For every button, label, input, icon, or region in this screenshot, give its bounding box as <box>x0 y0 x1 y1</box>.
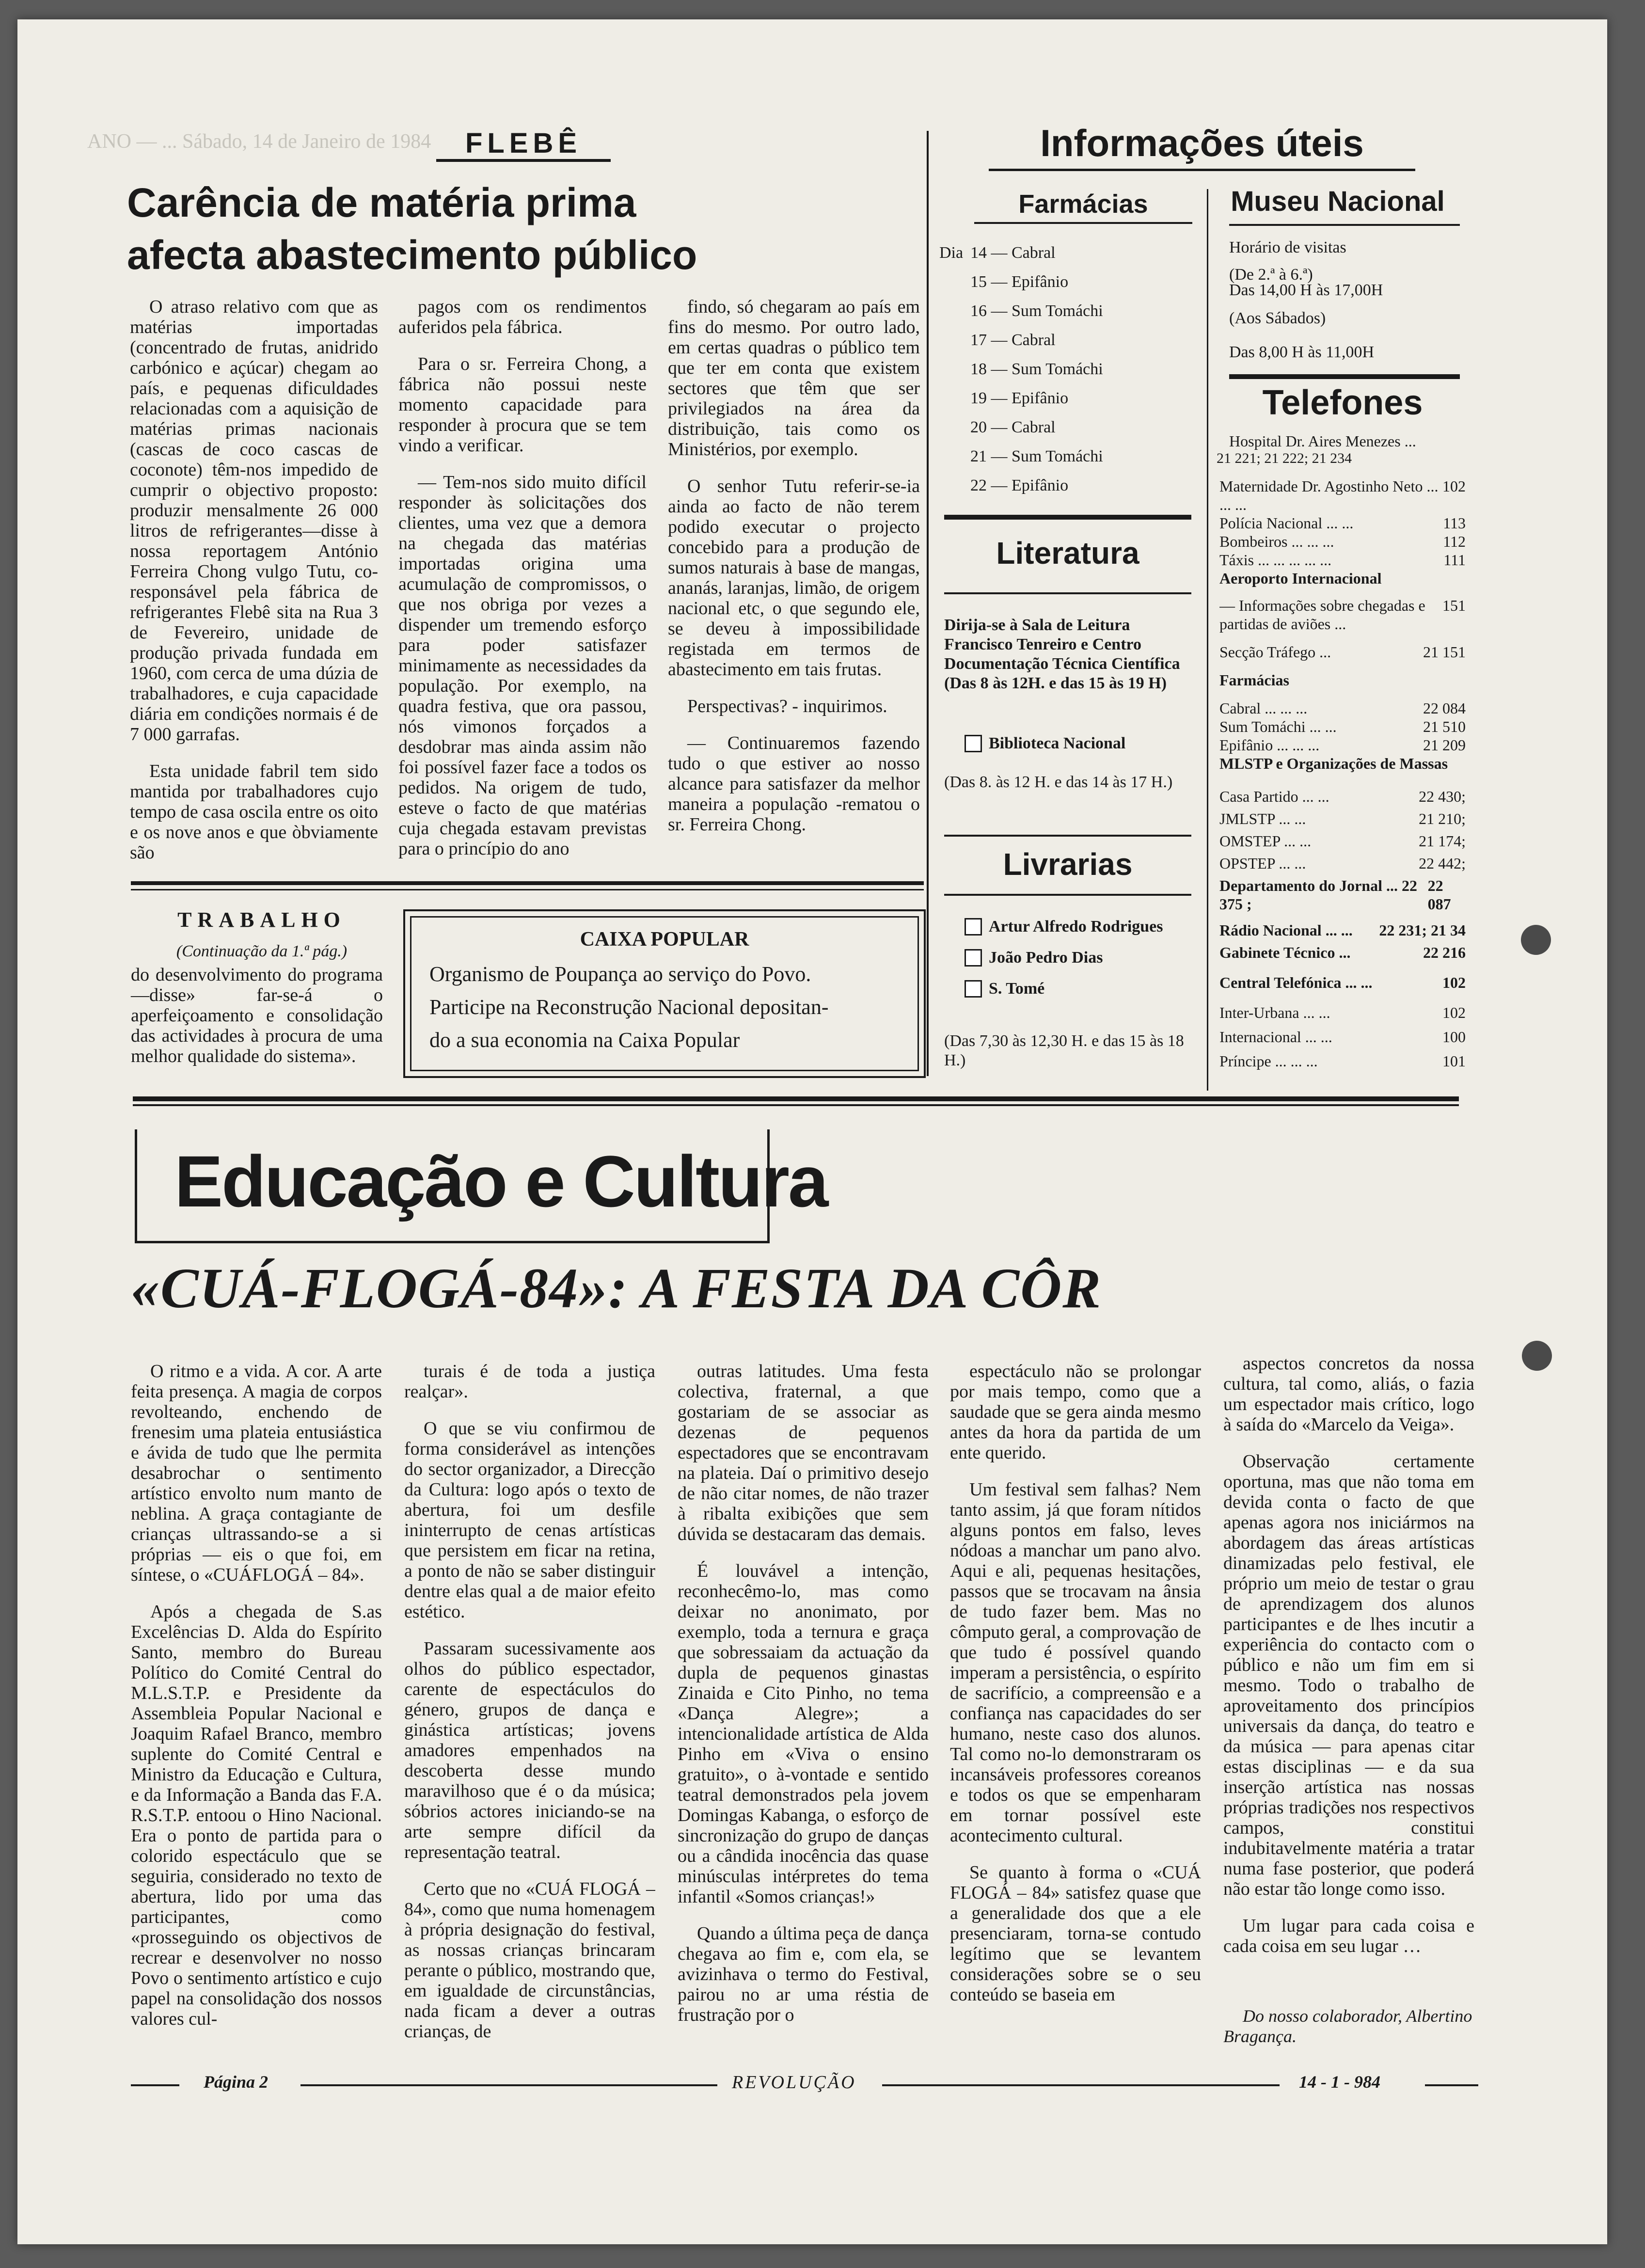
phone-name: Aeroporto Internacional <box>1219 570 1382 587</box>
section-title: Educação e Cultura <box>174 1141 827 1222</box>
caixa-popular-ad <box>403 909 926 1078</box>
phone-row <box>1219 1028 1466 1046</box>
farmacias-dia-label: Dia <box>939 244 964 262</box>
flebe-column-1 <box>130 297 378 866</box>
paragraph: Quando a última peça de dança chegava ao fim e, com ela, se avizinhava o termo do Festival, pairou no ar uma réstia de frustração por o <box>678 1923 929 2025</box>
flebe-kicker: FLEBÊ <box>465 127 582 159</box>
phone-number: 22 430; <box>1419 788 1466 805</box>
phone-number: 102 <box>1442 477 1466 495</box>
festa-column-5 <box>1223 1353 1474 2032</box>
phone-row <box>1219 854 1466 872</box>
farmacia-item: 19 — Epifânio <box>970 389 1069 407</box>
livraria-item <box>965 942 1163 973</box>
literatura-rule <box>944 592 1191 594</box>
phone-row <box>1219 551 1466 569</box>
museu-title: Museu Nacional <box>1231 186 1445 217</box>
phone-row <box>1219 569 1466 587</box>
livrarias-rule <box>944 894 1191 896</box>
page-rule <box>133 1096 1459 1101</box>
info-title: Informações úteis <box>1040 122 1364 164</box>
phone-row <box>1219 1052 1466 1070</box>
farmacia-item: 15 — Epifânio <box>970 273 1069 291</box>
phone-row <box>1219 921 1466 939</box>
punch-hole-bottom <box>1522 1341 1552 1371</box>
phone-name: Internacional ... ... <box>1219 1028 1332 1046</box>
phone-name: Polícia Nacional ... ... <box>1219 514 1354 532</box>
farmacia-item: 17 — Cabral <box>970 331 1056 349</box>
museu-line: Horário de visitas <box>1229 238 1346 256</box>
phone-row <box>1219 477 1466 514</box>
farmacia-item: 16 — Sum Tomáchi <box>970 302 1103 320</box>
page-rule-thin <box>133 1104 1459 1106</box>
biblioteca-hours: (Das 8. às 12 H. e das 14 às 17 H.) <box>944 773 1173 791</box>
phone-number: 21 210; <box>1419 810 1466 827</box>
festa-column-3 <box>678 1361 929 2074</box>
paragraph: espectáculo não se prolongar por mais tempo, como que a saudade que se gera ainda mesmo antes da hora da partida de um ente querido. <box>950 1361 1201 1463</box>
phone-row <box>1219 832 1466 850</box>
telefones-list <box>1219 477 1466 1073</box>
trabalho-title: TRABALHO <box>177 908 346 932</box>
paragraph: Após a chegada de S.as Excelências D. Alda do Espírito Santo, membro do Bureau Político do Comité Central do M.L.S.T.P. e Presidente da Assembleia Popular Nacional e Joaquim Rafael Branco, membro suplente do Comité Central e Ministro da Educação e Cultura, e da Informação a Banda das F.A. R.S.T.P. entoou o Hino Nacional. Era o ponto de partida para o colorido espectáculo que se seguiria, considerado no texto de abertura, lido por uma das participantes, como «prosseguindo os objectivos de recrear e desenvolver no nosso Povo o sentimento artístico e cujo papel na consolidação dos nossos valores cul- <box>131 1602 382 2029</box>
biblioteca-label: Biblioteca Nacional <box>989 734 1126 752</box>
phone-row <box>1219 943 1466 962</box>
paragraph: Perspectivas? - inquirimos. <box>687 696 887 716</box>
caixa-line-3: do a sua economia na Caixa Popular <box>429 1028 740 1052</box>
farmacias-title: Farmácias <box>1018 190 1148 219</box>
footer-rule <box>1425 2084 1478 2086</box>
issue-date: 14 - 1 - 984 <box>1299 2072 1380 2092</box>
phone-number: 21 174; <box>1419 832 1466 850</box>
phone-number: 102 <box>1442 974 1466 991</box>
checkbox-icon <box>965 949 982 967</box>
livrarias-title: Livrarias <box>1003 847 1133 882</box>
telefones-hospital-numbers: 21 221; 21 222; 21 234 <box>1217 450 1352 466</box>
footer-rule <box>301 2084 717 2086</box>
paragraph: findo, só chegaram ao país em fins do mesmo. Por outro lado, em certas quadras o público tem que ter em conta que existem sectores que têm que ser privilegiados na área da distribuição, tais como os Ministérios, por exemplo. <box>668 297 920 460</box>
page-number: Página 2 <box>204 2072 269 2092</box>
column-divider <box>927 131 929 1076</box>
checkbox-icon <box>965 735 982 752</box>
phone-number: 101 <box>1442 1052 1466 1070</box>
phone-name: Maternidade Dr. Agostinho Neto ... ... ... <box>1219 477 1439 513</box>
festa-column-1 <box>131 1361 382 2074</box>
phone-name: Casa Partido ... ... <box>1219 788 1329 805</box>
livrarias-rule-top <box>944 835 1191 837</box>
phone-name: Cabral ... ... ... <box>1219 699 1308 717</box>
paragraph: Um lugar para cada coisa e cada coisa em seu lugar … <box>1223 1916 1474 1956</box>
paragraph: aspectos concretos da nossa cultura, tal como, aliás, o fazia um espectador mais crítico, logo à saída do «Marcelo da Veiga». <box>1223 1353 1474 1435</box>
phone-name: Departamento do Jornal ... 22 375 ; <box>1219 877 1417 913</box>
phone-name: Príncipe ... ... ... <box>1219 1052 1318 1070</box>
phone-row <box>1219 532 1466 551</box>
farmacia-item: 20 — Cabral <box>970 418 1056 436</box>
info-divider <box>1207 189 1208 1091</box>
paragraph: É louvável a intenção, reconhecêmo-lo, mas como deixar no anonimato, por exemplo, toda a ternura e graça que sobressaiam da actuação da dupla de pequenos ginastas Zinaida e Cito Pinho, no tema «Dança Alegre»; a intencionalidade artística de Alda Pinho em «Viva o ensino gratuito», o à-vontade e sentido teatral demonstrados pela jovem Domingas Kabanga, o esforço de sincronização do grupo de danças ou a cândida inocência das quase minúsculas intérpretes do tema infantil «Somos crianças!» <box>678 1561 929 1907</box>
paper-name: REVOLUÇÃO <box>732 2072 856 2093</box>
telefones-hospital: Hospital Dr. Aires Menezes ... <box>1229 432 1416 450</box>
footer-rule <box>131 2084 179 2086</box>
paragraph: turais é de toda a justiça realçar». <box>404 1361 655 1402</box>
farmacia-item: 14 — Cabral <box>970 244 1056 262</box>
farmacias-list <box>970 238 1103 500</box>
biblioteca-item <box>965 728 1125 759</box>
livraria-label: Artur Alfredo Rodrigues <box>989 918 1163 936</box>
phone-name: Rádio Nacional ... ... <box>1219 921 1353 939</box>
caixa-title: CAIXA POPULAR <box>580 928 749 951</box>
museu-line: Das 14,00 H às 17,00H <box>1229 281 1383 299</box>
phone-number: 102 <box>1442 1004 1466 1021</box>
phone-row <box>1219 717 1466 736</box>
livrarias-hours: (Das 7,30 às 12,30 H. e das 15 às 18 H.) <box>944 1032 1184 1069</box>
livraria-item <box>965 911 1163 942</box>
paragraph: O ritmo e a vida. A cor. A arte feita presença. A magia de corpos revolteando, enchendo de frenesim uma plateia entusiástica e ávida de tudo que lhe permita desabrochar o sentimento artístico envolto num manto de neblina. A graça contagiante de crianças ultrassando-se a si próprias — eis o que foi, em síntese, o «CUÁFLOGÁ – 84». <box>131 1361 382 1585</box>
footer-rule <box>882 2084 1280 2086</box>
caixa-line-2: Participe na Reconstrução Nacional depositan- <box>429 995 829 1019</box>
paragraph: O que se viu confirmou de forma considerável as intenções do sector organizador, a Direcção da Cultura: logo após o texto de abertura, foi um desfile ininterrupto de cenas artísticas que persistem em ficar na retina, a ponto de não se saber distinguir dentre elas qual a de maior efeito estético. <box>404 1418 655 1622</box>
phone-number: 113 <box>1443 514 1466 532</box>
paragraph: Para o sr. Ferreira Chong, a fábrica não possui neste momento capacidade para responder à procura que se tem vindo a verificar. <box>398 354 647 456</box>
paragraph: Esta unidade fabril tem sido mantida por trabalhadores cujo tempo de casa oscila entre os oito e os nove anos e que òbviamente são <box>130 761 378 863</box>
punch-hole-top <box>1521 925 1551 955</box>
phone-number: 100 <box>1442 1028 1466 1046</box>
paragraph: outras latitudes. Uma festa colectiva, fraternal, a que gostariam de se associar as dezenas de pequenos espectadores que se encontravam na plateia. Daí o primitivo desejo de não citar nomes, de não trazer à ribalta exibições que sem dúvida se destacaram das demais. <box>678 1361 929 1544</box>
farmacia-item: 22 — Epifânio <box>970 476 1069 494</box>
flebe-headline-1: Carência de matéria prima <box>127 180 636 225</box>
caixa-line-1: Organismo de Poupança ao serviço do Povo. <box>429 962 811 986</box>
livrarias-list <box>965 911 1163 1004</box>
paragraph: — Continuaremos fazendo tudo o que estiver ao nosso alcance para satisfazer da melhor maneira a população -rematou o sr. Ferreira Chong. <box>668 733 920 835</box>
festa-column-4 <box>950 1361 1201 2074</box>
phone-name: Táxis ... ... ... ... ... <box>1219 551 1332 569</box>
phone-row <box>1219 787 1466 806</box>
phone-number: 112 <box>1443 533 1466 550</box>
paragraph: — Tem-nos sido muito difícil responder às solicitações dos clientes, uma vez que a demora na chegada das matérias importadas origina uma acumulação de compromissos, o que nos obriga por vezes a dispender um tremendo esforço para poder satisfazer minimamente as necessidades da população. Por exemplo, na quadra festiva, que ora passou, nós vimonos forçados a desdobrar mas ainda assim não foi possível fazer face a todos os pedidos. Na origem de tudo, esteve o facto de que matérias cuja chegada estavam previstas para o princípio do ano <box>398 472 647 859</box>
phone-row <box>1219 973 1466 992</box>
phone-number: 22 442; <box>1419 855 1466 872</box>
phone-name: JMLSTP ... ... <box>1219 810 1306 827</box>
section-rule-thin <box>131 889 924 890</box>
flebe-headline-2: afecta abastecimento público <box>127 232 697 278</box>
museu-line: (Aos Sábados) <box>1229 309 1326 327</box>
phone-row <box>1219 643 1466 661</box>
phone-name: OMSTEP ... ... <box>1219 832 1312 850</box>
phone-name: Inter-Urbana ... ... <box>1219 1004 1330 1021</box>
phone-name: Bombeiros ... ... ... <box>1219 533 1334 550</box>
flebe-column-3 <box>668 297 920 866</box>
phone-number: 22 084 <box>1423 699 1466 717</box>
livraria-label: S. Tomé <box>989 980 1045 998</box>
festival-headline: «CUÁ-FLOGÁ-84»: A FESTA DA CÔR <box>131 1256 1102 1320</box>
farmacia-item: 21 — Sum Tomáchi <box>970 447 1103 465</box>
phone-name: Gabinete Técnico ... <box>1219 944 1351 961</box>
checkbox-icon <box>965 980 982 998</box>
phone-name: Secção Tráfego ... <box>1219 643 1331 661</box>
paragraph: Certo que no «CUÁ FLOGÁ – 84», como que numa homenagem à própria designação do festival, as nossas crianças brincaram perante o público, mostrando que, em igualdade de circunstâncias, nada ficam a dever a outras crianças, de <box>404 1879 655 2042</box>
phone-row <box>1219 754 1466 773</box>
literatura-text: Dirija-se à Sala de Leitura Francisco Tenreiro e Centro Documentação Técnica Científica (Das 8 às 12H. e das 15 às 19 H) <box>944 616 1180 692</box>
farmacia-item: 18 — Sum Tomáchi <box>970 360 1103 378</box>
livraria-label: João Pedro Dias <box>989 949 1103 967</box>
phone-row <box>1219 736 1466 754</box>
museu-line: (De 2.ª à 6.ª) <box>1229 266 1313 284</box>
phone-number: 151 <box>1442 597 1466 614</box>
paragraph: Passaram sucessivamente aos olhos do público espectador, carente de espectáculos do género, grupos de dança e ginástica artísticas; jovens amadores empenhados na descoberta desse mundo maravilhoso que é o da música; sóbrios actores iniciando-se na arte sempre difícil da representação teatral. <box>404 1638 655 1862</box>
literatura-rule-top <box>944 515 1191 520</box>
literatura-title: Literatura <box>996 536 1139 571</box>
trabalho-text: do desenvolvimento do programa—disse» far-se-á o aperfeiçoamento e consolidação das actividades à procura de uma melhor qualidade do sistema». <box>131 965 383 1066</box>
phone-row <box>1219 809 1466 828</box>
phone-number: 21 151 <box>1423 643 1466 661</box>
livraria-item <box>965 973 1163 1004</box>
section-rule <box>131 881 924 885</box>
masthead-ghost: ANO — ... Sábado, 14 de Janeiro de 1984 <box>87 130 431 153</box>
museu-rule <box>1229 224 1460 226</box>
museu-hours <box>1229 237 1457 364</box>
phone-number: 21 209 <box>1423 736 1466 754</box>
paragraph: pagos com os rendimentos auferidos pela fábrica. <box>398 297 647 337</box>
phone-number: 22 087 <box>1427 877 1451 913</box>
paragraph: O atraso relativo com que as matérias importadas (concentrado de frutas, anidrido carbónico e açúcar) chegam ao país, e pequenas dificuldades relacionadas com a aquisição de matérias primas nacionais (cascas de coco cascas de coconote) têm-nos impedido de cumprir o objectivo proposto: produzir mensalmente 26 000 litros de refrigerantes—disse à nossa reportagem António Ferreira Chong vulgo Tutu, co-responsável pela fábrica de refrigerantes Flebê sita na Rua 3 de Fevereiro, unidade de produção privada fundada em 1960, com cerca de uma dúzia de trabalhadores, e cuja capacidade diária em condições normais é de 7 000 garrafas. <box>130 297 378 745</box>
museu-line: Das 8,00 H às 11,00H <box>1229 343 1375 361</box>
phone-number: 22 216 <box>1423 944 1466 961</box>
phone-name: Central Telefónica ... ... <box>1219 974 1373 991</box>
phone-row <box>1219 699 1466 717</box>
phone-number: 21 510 <box>1423 718 1466 735</box>
phone-row <box>1219 671 1466 689</box>
flebe-column-2 <box>398 297 647 866</box>
telefones-title: Telefones <box>1262 383 1423 422</box>
phone-name: Farmácias <box>1219 671 1289 689</box>
phone-name: OPSTEP ... ... <box>1219 855 1306 872</box>
phone-name: Epifânio ... ... ... <box>1219 736 1320 754</box>
festa-column-2 <box>404 1361 655 2074</box>
info-title-rule <box>989 169 1415 171</box>
phone-number: 111 <box>1443 551 1466 569</box>
phone-row <box>1219 1003 1466 1022</box>
phone-name: Sum Tomáchi ... ... <box>1219 718 1337 735</box>
kicker-underline <box>436 159 611 162</box>
trabalho-continuation: (Continuação da 1.ª pág.) <box>176 942 348 960</box>
paragraph: O senhor Tutu referir-se-ia ainda ao facto de não terem podido executar o projecto concebido para a produção de sumos naturais à base de mangas, ananás, laranjas, limão, de origem nacional etc, o que segundo ele, se deveu à impossibilidade registada em termos de abastecimento em tais frutas. <box>668 476 920 680</box>
phone-row <box>1219 596 1466 633</box>
phone-name: MLSTP e Organizações de Massas <box>1219 755 1448 772</box>
checkbox-icon <box>965 918 982 936</box>
phone-row <box>1219 876 1466 913</box>
phone-name: — Informações sobre chegadas e partidas de aviões ... <box>1219 597 1425 633</box>
byline: Do nosso colaborador, Albertino Bragança. <box>1223 2006 1472 2046</box>
telefones-rule-top <box>1229 374 1460 379</box>
phone-number: 22 231; 21 34 <box>1379 921 1466 939</box>
phone-row <box>1219 514 1466 532</box>
paragraph: Um festival sem falhas? Nem tanto assim, já que foram nítidos alguns pontos em falso, leves nódoas a manchar um pano alvo. Aqui e ali, pequenas hesitações, passos que se trocavam na ânsia de tudo fazer bem. Mas no cômputo geral, a comprovação de que tudo é possível quando imperam a persistência, o espírito de sacrifício, a compreensão e a confiança nas capacidades do ser humano, neste caso dos alunos. Tal como no-lo demonstraram os incansáveis professores coreanos e todos os que se empenharam em tornar possível este acontecimento cultural. <box>950 1479 1201 1846</box>
paragraph: Observação certamente oportuna, mas que não toma em devida conta o facto de que apenas agora nos iniciármos na abordagem das áreas artísticas dinamizadas pelo festival, ele próprio um meio de testar o grau de aprendizagem dos alunos participantes e de lhes incutir a experiência do contacto com o público e não um fim em si mesmo. Todo o trabalho de aproveitamento dos princípios universais da dança, do teatro e da música — para apenas citar estas disciplinas — e da sua inserção artística nas nossas próprias tradições nos respectivos campos, constitui indubitavelmente matéria a tratar numa fase posterior, que poderá não estar tão longe como isso. <box>1223 1451 1474 1899</box>
farmacias-rule <box>974 222 1192 224</box>
paragraph: Se quanto à forma o «CUÁ FLOGÁ – 84» satisfez quase que a generalidade dos que a ele presenciaram, torna-se contudo legítimo que se levantem considerações sobre se o seu conteúdo se baseia em <box>950 1862 1201 2005</box>
